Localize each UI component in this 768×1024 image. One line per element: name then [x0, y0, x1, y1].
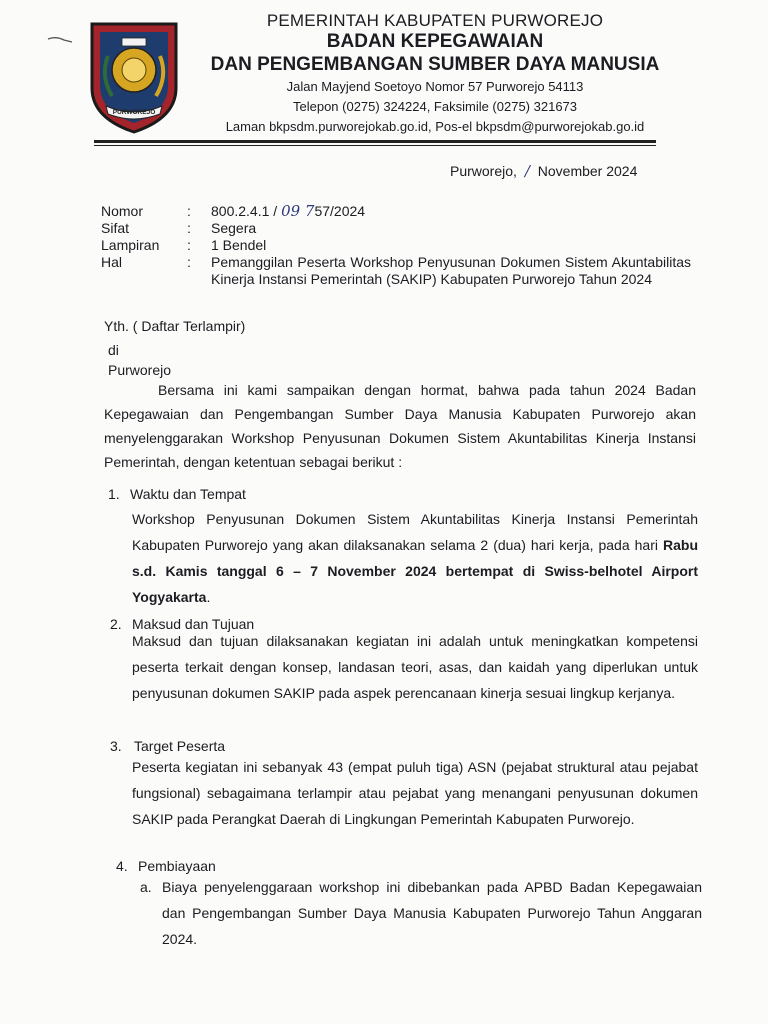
- letterhead-rule-thick: [94, 140, 656, 143]
- meta-value-lampiran: 1 Bendel: [211, 237, 267, 253]
- intro-paragraph: Bersama ini kami sampaikan dengan hormat, bahwa pada tahun 2024 Badan Kepegawaian dan Pengembangan Sumber Daya Manusia Kabupaten Purworejo akan menyelenggarakan Workshop Penyusunan Dokumen Sistem Akuntabilitas Kinerja Instansi Pemerintah, dengan ketentuan sebagai berikut :: [104, 382, 696, 470]
- section-1-title: Waktu dan Tempat: [130, 486, 246, 502]
- section-2-body: Maksud dan tujuan dilaksanakan kegiatan ini adalah untuk meningkatkan kompetensi peserta terkait dengan konsep, landasan teori, asas, dan kaidah yang diperlukan untuk penyusunan dokumen SAKIP pada aspek perencanaan kinerja sesuai lingkup kerjanya.: [132, 633, 698, 701]
- meta-value-hal: Pemanggilan Peserta Workshop Penyusunan Dokumen Sistem Akuntabilitas Kinerja Instansi Pemerintah (SAKIP) Kabupaten Purworejo Tahun 2024: [211, 254, 691, 287]
- meta-label-sifat: Sifat: [101, 220, 130, 236]
- recipient-di-word: di: [108, 342, 119, 358]
- meta-colon: :: [187, 237, 191, 253]
- section-1-text: Workshop Penyusunan Dokumen Sistem Akuntabilitas Kinerja Instansi Pemerintah Kabupaten Purworejo yang akan dilaksanakan selama 2 (dua) hari kerja, pada hari: [132, 511, 698, 553]
- section-3-body: Peserta kegiatan ini sebanyak 43 (empat puluh tiga) ASN (pejabat struktural atau pejabat fungsional) sebagaimana terlampir atau pejabat yang menangani penyusunan dokumen SAKIP pada Perangkat Daerah di Lingkungan Pemerintah Kabupaten Purworejo.: [132, 759, 698, 827]
- recipient-di: [108, 340, 171, 380]
- date-place: Purworejo,: [450, 163, 517, 179]
- meta-row-sifat: [101, 220, 701, 237]
- meta-row-hal: [101, 254, 701, 288]
- section-1-end: .: [206, 589, 211, 605]
- meta-value-nomor: [211, 203, 691, 220]
- meta-row-nomor: [101, 203, 701, 220]
- section-1-number: 1.: [108, 486, 120, 502]
- section-4-title: Pembiayaan: [138, 858, 216, 874]
- scan-artifact-mark: [46, 34, 74, 44]
- date-month-year: November 2024: [537, 163, 638, 179]
- letter-date: [450, 162, 637, 180]
- section-2-number: 2.: [110, 616, 122, 632]
- section-2-title: Maksud dan Tujuan: [132, 616, 255, 632]
- section-3-number: 3.: [110, 738, 122, 754]
- letterhead-agency-line2: DAN PENGEMBANGAN SUMBER DAYA MANUSIA: [210, 54, 660, 75]
- meta-row-lampiran: [101, 237, 701, 254]
- section-3-title: Target Peserta: [134, 738, 226, 754]
- recipient-to: Yth. ( Daftar Terlampir): [104, 318, 246, 334]
- letterhead-rule-thin: [94, 145, 656, 146]
- section-4-sub-label: a.: [140, 879, 152, 895]
- meta-colon: :: [187, 203, 191, 219]
- meta-value-sifat: Segera: [211, 220, 257, 236]
- meta-colon: :: [187, 254, 191, 270]
- letterhead-web: Laman bkpsdm.purworejokab.go.id, Pos-el bkpsdm@purworejokab.go.id: [225, 119, 645, 134]
- meta-colon: :: [187, 220, 191, 236]
- section-1-body: [132, 506, 698, 610]
- date-day-handwritten: /: [524, 162, 530, 180]
- purworejo-coat-of-arms-logo: [86, 18, 182, 136]
- meta-label-hal: Hal: [101, 254, 123, 270]
- meta-label-nomor: Nomor: [101, 203, 144, 219]
- letterhead-address: Jalan Mayjend Soetoyo Nomor 57 Purworejo 54113: [286, 79, 584, 94]
- letterhead-government: PEMERINTAH KABUPATEN PURWOREJO: [266, 11, 604, 30]
- nomor-handwritten: 09 7: [281, 202, 315, 220]
- section-4-number: 4.: [116, 858, 128, 874]
- logo-banner-text: PURWOREJO: [112, 109, 156, 116]
- letterhead-agency-line1: BADAN KEPEGAWAIAN: [326, 31, 544, 52]
- recipient-place: Purworejo: [108, 362, 172, 378]
- letterhead: [190, 10, 680, 137]
- meta-label-lampiran: Lampiran: [101, 237, 160, 253]
- section-1-bold-text: Rabu s.d. Kamis tanggal 6 – 7 November 2024 bertempat di Swiss-belhotel Airport Yogyakarta: [132, 537, 698, 605]
- nomor-suffix: 57/2024: [314, 203, 366, 219]
- letterhead-phone: Telepon (0275) 324224, Faksimile (0275) 321673: [292, 99, 578, 114]
- letter-meta: [101, 203, 701, 288]
- nomor-prefix: 800.2.4.1 /: [211, 203, 278, 219]
- section-4-sub-body: Biaya penyelenggaraan workshop ini dibebankan pada APBD Badan Kepegawaian dan Pengembangan Sumber Daya Manusia Kabupaten Purworejo Tahun Anggaran 2024.: [162, 879, 702, 947]
